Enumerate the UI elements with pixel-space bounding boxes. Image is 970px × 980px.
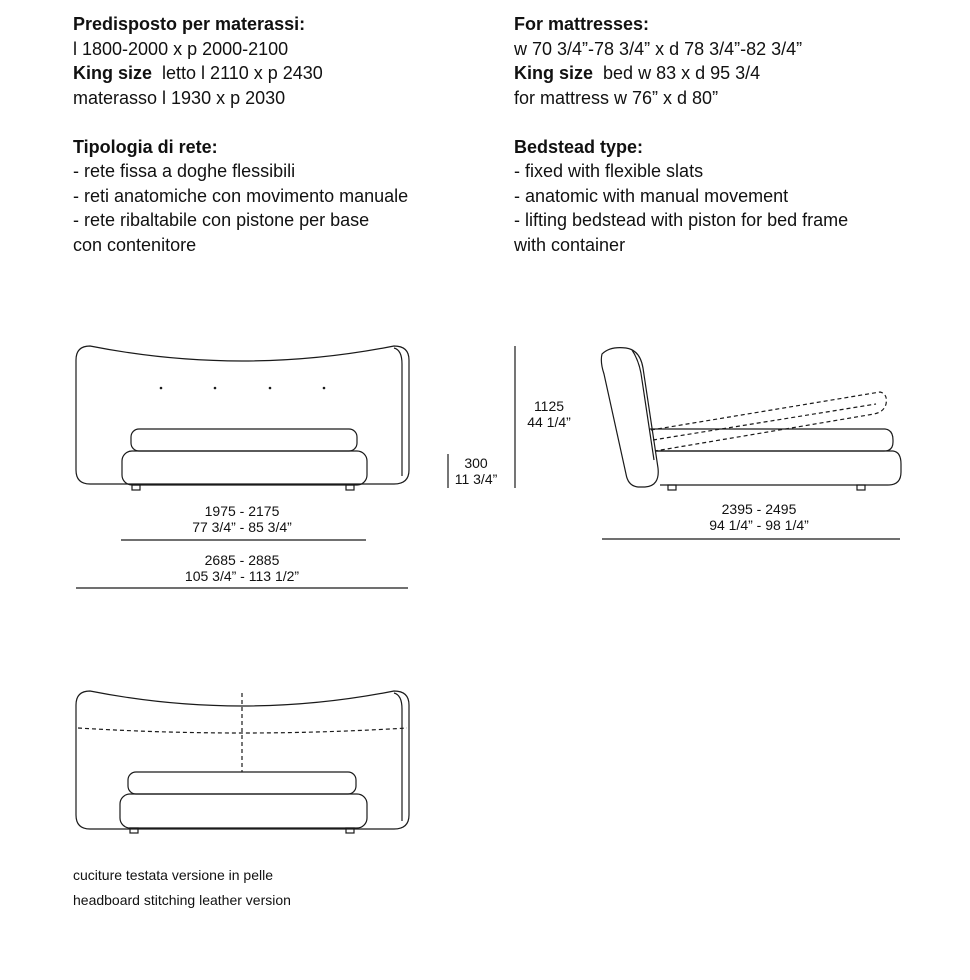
outer-width-label <box>167 552 317 584</box>
stitching-bed-base <box>120 794 367 828</box>
bedstead-heading-en: Bedstead type: <box>514 136 644 157</box>
bedstead-item-it: con contenitore <box>73 234 197 255</box>
bedstead-item-en: - fixed with flexible slats <box>514 161 704 181</box>
front-pillow <box>131 429 357 451</box>
mattress-size-it: l 1800-2000 x p 2000-2100 <box>73 38 289 59</box>
base-height-in: 11 3/4” <box>454 471 498 487</box>
front-bed-base <box>122 451 367 485</box>
headboard-button-dot <box>269 387 272 390</box>
mattress-heading-it: Predisposto per materassi: <box>73 14 306 34</box>
bedstead-item-it: - reti anatomiche con movimento manuale <box>73 185 409 206</box>
inner-width-in: 77 3/4” - 85 3/4” <box>192 519 292 535</box>
stitching-headboard-inner-edge <box>394 693 402 821</box>
side-bed-base <box>655 451 901 485</box>
outer-width-mm: 2685 - 2885 <box>204 552 280 568</box>
depth-in: 94 1/4” - 98 1/4” <box>709 517 809 533</box>
stitching-view-drawing <box>76 691 409 833</box>
side-foot <box>857 485 865 490</box>
outer-width-in: 105 3/4” - 113 1/2” <box>184 568 300 584</box>
bedstead-item-it: - rete ribaltabile con pistone per base <box>73 210 370 230</box>
stitching-pillow <box>128 772 356 794</box>
headboard-button-dot <box>323 387 326 390</box>
side-foot <box>668 485 676 490</box>
headboard-button-dot <box>160 387 163 390</box>
stitching-note-it: cuciture testata versione in pelle <box>73 867 273 883</box>
inner-width-mm: 1975 - 2175 <box>204 503 280 519</box>
front-headboard-outline <box>76 346 409 484</box>
king-size-label-it: King size <box>73 63 153 83</box>
headboard-button-dot <box>214 387 217 390</box>
king-bed-it: letto l 2110 x p 2430 <box>162 63 323 83</box>
mattress-heading-en: For mattresses: <box>514 14 650 34</box>
mattress-size-en: w 70 3/4”-78 3/4” x d 78 3/4”-82 3/4” <box>514 38 803 59</box>
bedstead-item-en: - anatomic with manual movement <box>514 185 789 206</box>
total-height-in: 44 1/4” <box>527 414 571 430</box>
king-size-label-en: King size <box>514 63 594 83</box>
front-headboard-inner-edge <box>394 348 402 476</box>
depth-mm: 2395 - 2495 <box>721 501 797 517</box>
bedstead-item-it: - rete fissa a doghe flessibili <box>73 161 296 181</box>
total-height-label <box>518 398 580 430</box>
front-foot <box>346 485 354 490</box>
stitching-note-en: headboard stitching leather version <box>73 892 291 908</box>
lifted-frame-dashed <box>651 392 886 451</box>
bedstead-item-en: with container <box>514 234 626 255</box>
king-bed-en: bed w 83 x d 95 3/4 <box>603 63 761 83</box>
base-height-label <box>450 455 502 487</box>
side-mattress <box>650 429 893 451</box>
total-height-mm: 1125 <box>533 398 565 414</box>
side-headboard-outline <box>601 348 658 487</box>
depth-label <box>682 501 836 533</box>
king-mattress-it: materasso l 1930 x p 2030 <box>73 87 286 108</box>
bedstead-item-en: - lifting bedstead with piston for bed frame <box>514 210 849 230</box>
base-height-mm: 300 <box>464 455 488 471</box>
front-foot <box>132 485 140 490</box>
lifted-frame-dashed-inner <box>653 404 876 440</box>
bedstead-heading-it: Tipologia di rete: <box>73 136 218 157</box>
king-mattress-en: for mattress w 76” x d 80” <box>514 87 719 108</box>
inner-width-label <box>171 503 313 535</box>
